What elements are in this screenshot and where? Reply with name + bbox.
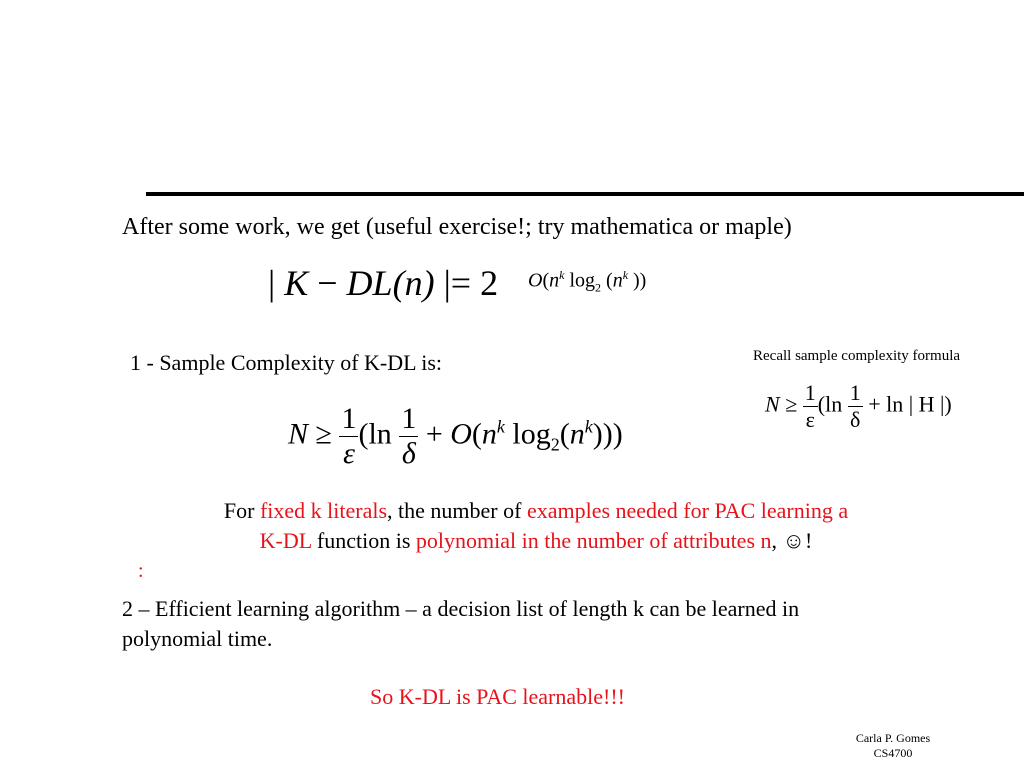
recall-den-delta: δ xyxy=(850,407,861,432)
exp-log: log xyxy=(569,269,596,292)
pac-examples-needed: examples needed for PAC learning a xyxy=(526,498,849,523)
recall-formula-label: Recall sample complexity formula xyxy=(753,348,961,364)
pac-end: , ☺! xyxy=(771,528,813,553)
pac-polynomial: polynomial in the number of attributes n xyxy=(415,528,772,553)
pac-statement xyxy=(0,498,1024,554)
formula-kdl-minus: − xyxy=(317,263,338,303)
formula-kdl-equals-two: |= 2 xyxy=(443,263,499,303)
f2-log-base: 2 xyxy=(550,434,560,455)
formula-kdl-exponent xyxy=(528,268,646,296)
f2-geq: ≥ xyxy=(315,417,332,451)
recall-tail: + ln | H |) xyxy=(868,391,952,417)
exp-close: )) xyxy=(633,269,647,292)
f2-frac-eps xyxy=(339,402,358,471)
efficient-line-1: 2 – Efficient learning algorithm – a decision list of length k can be learned in xyxy=(122,596,800,621)
stray-colon: : xyxy=(138,560,144,582)
f2-log: log xyxy=(512,417,551,451)
pac-mid2: function is xyxy=(311,528,416,553)
recall-num-1b: 1 xyxy=(849,380,861,405)
pac-line-1 xyxy=(24,498,1024,524)
recall-den-eps: ε xyxy=(805,407,815,432)
pac-line-2 xyxy=(24,528,1024,554)
pac-fixed-literals: fixed k literals xyxy=(259,498,388,523)
f2-num-1b: 1 xyxy=(401,402,417,435)
f2-k2: k xyxy=(584,416,593,437)
recall-geq: ≥ xyxy=(785,391,798,417)
recall-frac-eps xyxy=(803,380,818,433)
f2-den-eps: ε xyxy=(343,437,355,470)
footer-author: Carla P. Gomes xyxy=(855,731,931,745)
formula-kdl-DL: DL xyxy=(346,263,393,303)
exp-n2: n xyxy=(612,269,623,292)
f2-n2: n xyxy=(569,417,585,451)
exp-O: O xyxy=(528,269,543,292)
f2-den-delta: δ xyxy=(401,437,416,470)
f2-n: n xyxy=(481,417,497,451)
f2-k: k xyxy=(496,416,505,437)
recall-open-ln: (ln xyxy=(817,391,843,417)
sample-complexity-formula xyxy=(288,402,623,471)
title-divider-rule xyxy=(146,192,1024,196)
formula-kdl-n: (n) xyxy=(392,263,435,303)
exp-open2: ( xyxy=(606,269,613,292)
f2-open2: ( xyxy=(559,417,570,451)
exp-log-base: 2 xyxy=(595,280,602,295)
pac-for: For xyxy=(223,498,260,523)
exp-k: k xyxy=(559,268,565,282)
pac-mid1: , the number of xyxy=(387,498,527,523)
exp-k2: k xyxy=(622,268,629,282)
exp-open: ( xyxy=(542,269,550,292)
pac-kdl: K-DL xyxy=(259,528,312,553)
intro-text: After some work, we get (useful exercise!; try mathematica or maple) xyxy=(122,214,792,240)
footer xyxy=(840,731,946,761)
sample-complexity-heading: 1 - Sample Complexity of K-DL is: xyxy=(130,350,443,375)
conclusion: So K-DL is PAC learnable!!! xyxy=(370,684,625,709)
f2-plus: + xyxy=(425,417,443,451)
f2-O: O xyxy=(450,417,472,451)
recall-formula xyxy=(765,380,952,433)
recall-num-1: 1 xyxy=(804,380,816,405)
f2-close: ))) xyxy=(592,417,623,451)
footer-course: CS4700 xyxy=(873,746,913,760)
f2-num-1: 1 xyxy=(341,402,357,435)
exp-n: n xyxy=(549,269,560,292)
recall-N: N xyxy=(765,391,780,417)
formula-kdl-bar: | xyxy=(268,263,276,303)
efficient-line-2: polynomial time. xyxy=(122,626,273,651)
f2-open: ( xyxy=(471,417,482,451)
f2-frac-delta xyxy=(399,402,418,471)
recall-frac-delta xyxy=(848,380,863,433)
formula-kdl-size xyxy=(268,262,498,304)
f2-open-ln: (ln xyxy=(358,417,392,451)
f2-N: N xyxy=(288,417,309,451)
formula-kdl-K: K xyxy=(284,263,309,303)
